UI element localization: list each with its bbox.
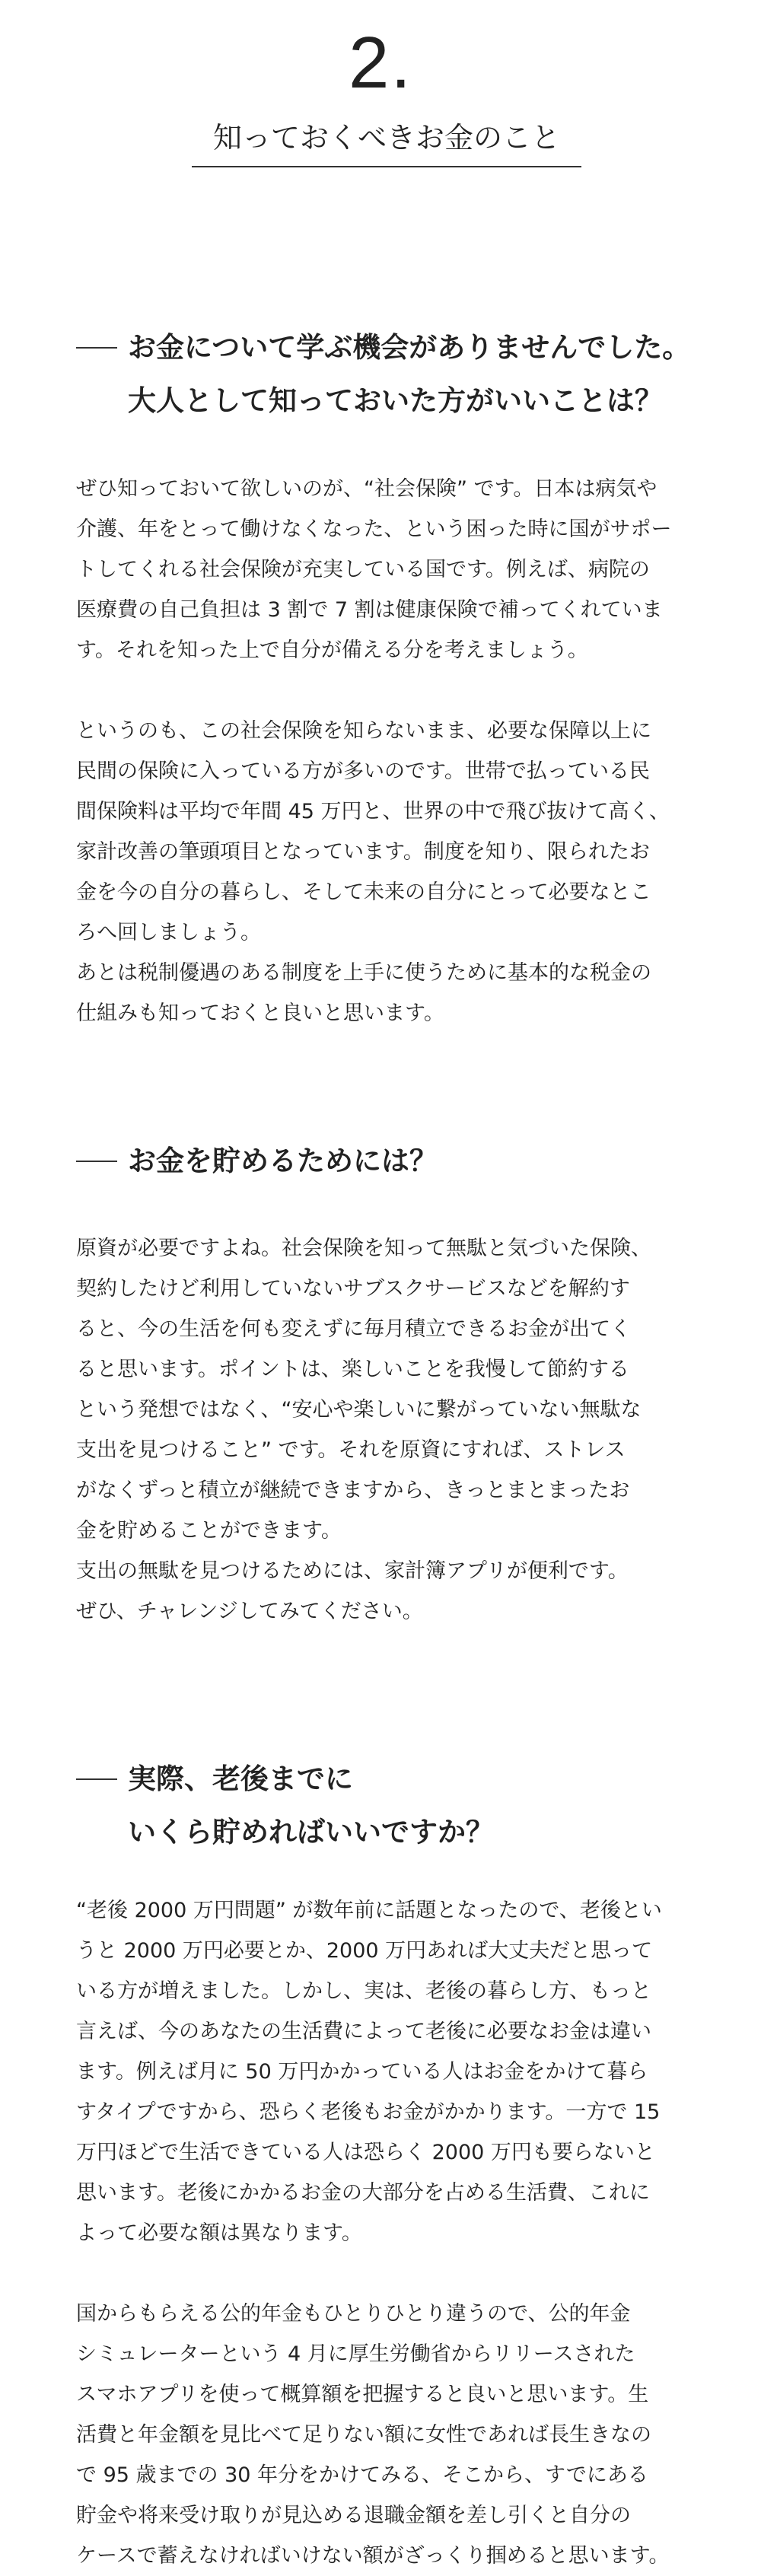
question-line: お金について学ぶ機会がありませんでした。 bbox=[128, 331, 691, 364]
text-line: よって必要な額は異なります。 bbox=[76, 2221, 362, 2245]
section-title: 知っておくべきお金のこと bbox=[212, 121, 560, 154]
title-underline bbox=[192, 166, 581, 167]
heading-dash bbox=[76, 347, 117, 349]
question-heading-2 bbox=[76, 1135, 700, 1188]
section-number: 2. bbox=[348, 22, 413, 103]
text-line: うと 2000 万円必要とか、2000 万円あれば大丈夫だと思って bbox=[76, 1939, 653, 1963]
answer-paragraph-2 bbox=[76, 1228, 694, 1632]
paragraph-gap bbox=[76, 670, 694, 711]
text-line: スマホアプリを使って概算額を把握すると良いと思います。生 bbox=[76, 2383, 649, 2406]
text-line: ぜひ、チャレンジしてみてください。 bbox=[76, 1600, 423, 1623]
text-line: 万円ほどで生活できている人は恐らく 2000 万円も要らないと bbox=[76, 2141, 655, 2164]
text-line: ます。例えば月に 50 万円かかっている人はお金をかけて暮ら bbox=[76, 2060, 648, 2084]
text-line: “老後 2000 万円問題” が数年前に話題となったので、老後とい bbox=[76, 1899, 662, 1922]
text-line: ケースで蓄えなければいけない額がざっくり掴めると思います。 bbox=[76, 2544, 670, 2568]
text-line: 民間の保険に入っている方が多いのです。世帯で払っている民 bbox=[76, 759, 650, 783]
question-heading-3 bbox=[76, 1753, 700, 1859]
answer-paragraph-1 bbox=[76, 469, 694, 1033]
heading-dash bbox=[76, 1778, 117, 1780]
text-line: 間保険料は平均で年間 45 万円と、世界の中で飛び抜けて高く、 bbox=[76, 800, 670, 823]
text-line: ぜひ知っておいて欲しいのが、“社会保険” です。日本は病気や bbox=[76, 477, 658, 501]
text-line: 国からもらえる公的年金もひとりひとり違うので、公的年金 bbox=[76, 2302, 631, 2326]
text-line: あとは税制優遇のある制度を上手に使うために基本的な税金の bbox=[76, 961, 651, 985]
text-line: 支出の無駄を見つけるためには、家計簿アプリが便利です。 bbox=[76, 1559, 629, 1583]
paragraph-gap bbox=[76, 2253, 694, 2294]
text-line: 金を今の自分の暮らし、そして未来の自分にとって必要なとこ bbox=[76, 880, 651, 904]
question-line: いくら貯めればいいですか？ bbox=[128, 1816, 494, 1848]
text-line: ると思います。ポイントは、楽しいことを我慢して節約する bbox=[76, 1358, 629, 1381]
text-line: 言えば、今のあなたの生活費によって老後に必要なお金は違い bbox=[76, 2020, 651, 2043]
text-line: 金を貯めることができます。 bbox=[76, 1519, 342, 1543]
text-line: す。それを知った上で自分が備える分を考えましょう。 bbox=[76, 638, 588, 662]
text-line: トしてくれる社会保険が充実している国です。例えば、病院の bbox=[76, 558, 650, 581]
text-line: シミュレーターという 4 月に厚生労働省からリリースされた bbox=[76, 2342, 635, 2366]
heading-dash bbox=[76, 1161, 117, 1162]
text-line: 契約したけど利用していないサブスクサービスなどを解約す bbox=[76, 1277, 630, 1301]
text-line: 思います。老後にかかるお金の大部分を占める生活費、これに bbox=[76, 2181, 650, 2205]
text-line: ろへ回しましょう。 bbox=[76, 921, 261, 944]
text-line: 貯金や将来受け取りが見込める退職金額を差し引くと自分の bbox=[76, 2504, 631, 2527]
text-line: 医療費の自己負担は 3 割で 7 割は健康保険で補ってくれていま bbox=[76, 598, 663, 622]
text-line: 原資が必要ですよね。社会保険を知って無駄と気づいた保険、 bbox=[76, 1237, 651, 1260]
question-line: 実際、老後までに bbox=[128, 1762, 353, 1795]
text-line: ると、今の生活を何も変えずに毎月積立できるお金が出てく bbox=[76, 1317, 631, 1341]
question-line: 大人として知っておいた方がいいことは？ bbox=[128, 384, 663, 417]
text-line: 支出を見つけること” です。それを原資にすれば、ストレス bbox=[76, 1438, 626, 1462]
text-line: すタイプですから、恐らく老後もお金がかかります。一方で 15 bbox=[76, 2100, 661, 2124]
text-line: 家計改善の筆頭項目となっています。制度を知り、限られたお bbox=[76, 840, 650, 864]
text-line: 活費と年金額を見比べて足りない額に女性であれば長生きなの bbox=[76, 2423, 651, 2447]
text-line: 仕組みも知っておくと良いと思います。 bbox=[76, 1001, 444, 1025]
text-line: いる方が増えました。しかし、実は、老後の暮らし方、もっと bbox=[76, 1979, 651, 2003]
text-line: という発想ではなく、“安心や楽しいに繋がっていない無駄な bbox=[76, 1398, 642, 1422]
text-line: で 95 歳までの 30 年分をかけてみる、そこから、すでにある bbox=[76, 2463, 648, 2487]
text-line: 介護、年をとって働けなくなった、という困った時に国がサポー bbox=[76, 517, 672, 541]
text-line: というのも、この社会保険を知らないまま、必要な保障以上に bbox=[76, 719, 651, 743]
question-line: お金を貯めるためには？ bbox=[128, 1145, 438, 1177]
answer-paragraph-3 bbox=[76, 1890, 694, 2576]
text-line: がなくずっと積立が継続できますから、きっとまとまったお bbox=[76, 1479, 630, 1502]
question-heading-1 bbox=[76, 321, 700, 428]
